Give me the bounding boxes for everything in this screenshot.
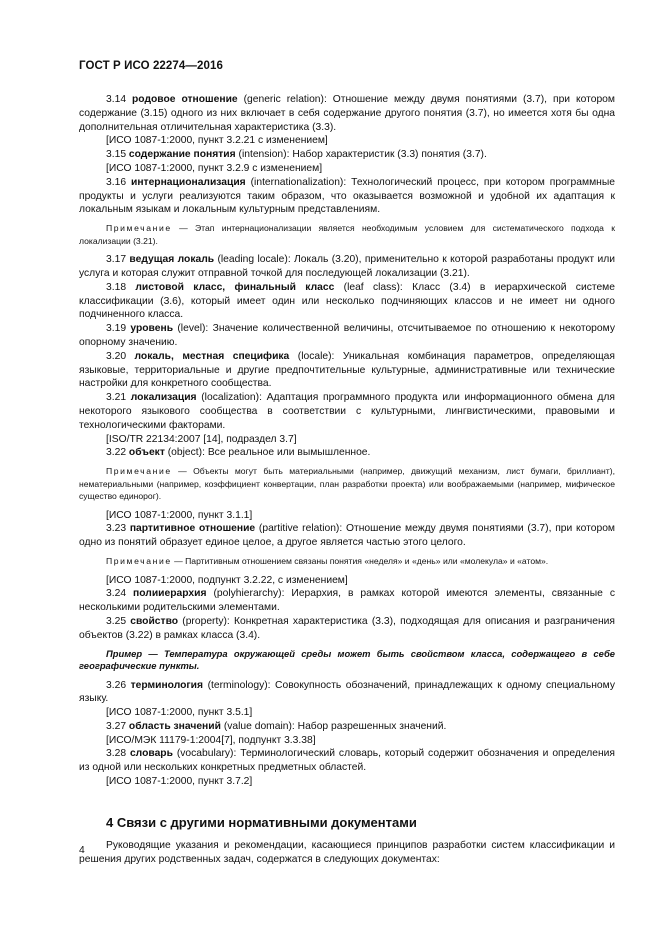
page-number: 4 [79, 845, 85, 856]
term-source: [ИСО 1087-1:2000, пункт 3.7.2] [106, 776, 253, 788]
term-note: Примечание — Партитивным отношением связаны понятия «неделя» и «день» или «молекула» и «атом». [106, 556, 549, 567]
term-source: [ИСО 1087-1:2000, пункт 3.2.9 с изменением] [106, 162, 323, 174]
term-source: [ИСО 1087-1:2000, подпункт 3.2.22, с изменением] [106, 574, 348, 586]
term-source: [ИСО 1087-1:2000, пункт 3.2.21 с изменением] [106, 135, 328, 147]
term-entry-3-27: 3.27 область значений (value domain): Набор разрешенных значений. [106, 720, 447, 732]
term-entry-3-15: 3.15 содержание понятия (intension): Набор характеристик (3.3) понятия (3.7). [106, 149, 487, 161]
term-example: Пример — Температура окружающей среды может быть свойством класса, содержащего в себе географические пункты. [79, 647, 615, 671]
term-source: [ISO/TR 22134:2007 [14], подраздел 3.7] [106, 433, 297, 445]
term-entry-3-18: 3.18 листовой класс, финальный класс (leaf class): Класс (3.4) в иерархической системе классификации (3.6), который имеет один или несколько подчиняющих классов и не имеет ни одного подчиненного класса. [79, 281, 615, 321]
term-entry-3-19: 3.19 уровень (level): Значение количественной величины, отсчитываемое по отношению к некоторому опорному значению. [79, 323, 615, 348]
term-source: [ИСО/МЭК 11179-1:2004[7], подпункт 3.3.38] [106, 734, 316, 746]
term-entry-3-24: 3.24 полииерархия (polyhierarchy): Иерархия, в рамках которой имеются элементы, связанные с несколькими родительскими элементами. [79, 588, 615, 614]
term-entry-3-26: 3.26 терминология (terminology): Совокупность обозначений, принадлежащих к одному специальному языку. [79, 679, 615, 705]
term-entry-3-20: 3.20 локаль, местная специфика (locale): Уникальная комбинация параметров, определяющая языковые, территориальные и другие предпочтительные культурные, административные или технические настройки для конкретного сообщества. [79, 350, 615, 390]
page-header: ГОСТ Р ИСО 22274—2016 [79, 60, 224, 72]
term-note: Примечание — Объекты могут быть материальными (например, движущий механизм, лист бумаги, бриллиант), нематериальными (например, коэффициент конвертации, план разработки проекта) или воображаемыми (например, мифическое существо единорог). [79, 466, 615, 502]
section-heading: 4 Связи с другими нормативными документами [106, 814, 417, 830]
section-paragraph: Руководящие указания и рекомендации, касающиеся принципов разработки систем классификации и решения других родственных задач, содержатся в следующих документах: [79, 839, 615, 865]
term-entry-3-22: 3.22 объект (object): Все реальное или вымышленное. [106, 447, 371, 459]
document-body [79, 93, 615, 866]
term-entry-3-28: 3.28 словарь (vocabulary): Терминологический словарь, который содержит обозначения и определения из одной или нескольких конкретных предметных областей. [79, 748, 615, 774]
term-source: [ИСО 1087-1:2000, пункт 3.1.1] [106, 509, 253, 521]
term-entry-3-23: 3.23 партитивное отношение (partitive relation): Отношение между двумя понятиями (3.7), при котором одно из понятий образует единое целое, а другое является частью этого целого. [79, 523, 615, 549]
term-entry-3-17: 3.17 ведущая локаль (leading locale): Локаль (3.20), применительно к которой разработаны продукт или услуга и которая служит отправной точкой для последующей локализации (3.21). [79, 254, 615, 279]
term-source: [ИСО 1087-1:2000, пункт 3.5.1] [106, 707, 253, 719]
term-entry-3-21: 3.21 локализация (localization): Адаптация программного продукта или информационного обмена для некоторого языкового сообщества в соответствии с культурными, лингвистическими, правовыми и технологическими факторами. [79, 392, 615, 431]
term-note: Примечание — Этап интернационализации является необходимым условием для систематического подхода к локализации (3.21). [79, 223, 615, 246]
term-entry-3-14: 3.14 родовое отношение (generic relation): Отношение между двумя понятиями (3.7), при котором содержание (3.15) одного из них включает в себя содержание другого понятия (3.7), но имеется хотя бы одна дополнительная отличительная характеристика (3.3). [79, 94, 615, 133]
term-entry-3-25: 3.25 свойство (property): Конкретная характеристика (3.3), подходящая для описания и разграничения объектов (3.22) в рамках класса (3.4). [79, 615, 615, 641]
term-entry-3-16: 3.16 интернационализация (internationalization): Технологический процесс, при котором программные продукты и услуги реализуются таким образом, что оказывается возможной и удобной их адаптация к локальным языкам и локальным культурным представлениям. [79, 176, 615, 216]
